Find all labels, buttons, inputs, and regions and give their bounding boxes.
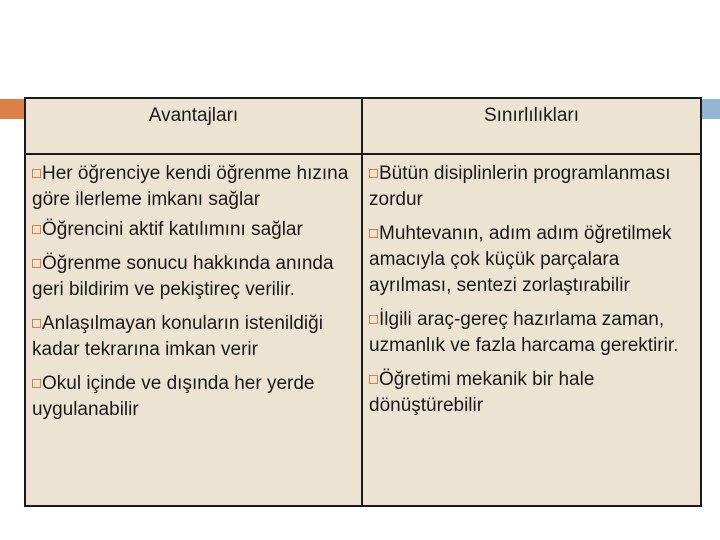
list-item: Bütün disiplinlerin programlanması zordur (369, 163, 671, 210)
square-bullet-icon (32, 319, 41, 328)
list-item: Anlaşılmayan konuların istenildiği kadar tekrarına imkan verir (32, 313, 323, 360)
list-item: Öğretimi mekanik bir hale dönüştürebilir (369, 369, 595, 416)
limitations-header: Sınırlılıkları (483, 105, 580, 126)
square-bullet-icon (369, 375, 378, 384)
list-item: Her öğrenciye kendi öğrenme hızına göre ilerleme imkanı sağlar (32, 163, 349, 210)
square-bullet-icon (32, 169, 41, 178)
left-accent-bar (0, 99, 24, 119)
square-bullet-icon (32, 259, 41, 268)
list-item: Okul içinde ve dışında her yerde uygulanabilir (32, 373, 315, 420)
list-item: Öğrencini aktif katılımını sağlar (32, 217, 357, 243)
square-bullet-icon (32, 225, 41, 234)
header-divider (26, 153, 700, 155)
advantages-header: Avantajları (148, 105, 239, 126)
column-divider (361, 99, 363, 505)
square-bullet-icon (369, 315, 378, 324)
square-bullet-icon (32, 379, 41, 388)
comparison-table (24, 97, 702, 507)
advantages-list (32, 161, 357, 431)
square-bullet-icon (369, 229, 378, 238)
limitations-list (369, 161, 699, 427)
list-item: Muhtevanın, adım adım öğretilmek amacıyla çok küçük parçalara ayrılması, sentezi zorlaştırabilir (369, 223, 672, 296)
right-accent-bar (702, 99, 720, 119)
list-item: İlgili araç-gereç hazırlama zaman, uzmanlık ve fazla harcama gerektirir. (369, 309, 679, 356)
square-bullet-icon (369, 169, 378, 178)
list-item: Öğrenme sonucu hakkında anında geri bildirim ve pekiştireç verilir. (32, 253, 334, 300)
